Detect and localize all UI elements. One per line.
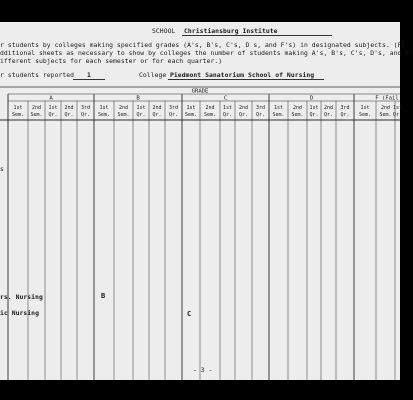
school-label: SCHOOL <box>152 27 176 35</box>
subhead-bottom-9: Qr. <box>168 112 179 118</box>
subhead-bottom-15: Sem. <box>272 112 285 118</box>
subhead-top-5: 1st <box>99 105 109 111</box>
subhead-bottom-21: Sem. <box>379 112 392 118</box>
grade-group-4: F (Fail <box>375 95 399 102</box>
row-subject-2: ic Nursing <box>0 309 39 317</box>
subhead-top-1: 2nd <box>31 105 42 111</box>
subhead-top-18: 2nd <box>323 105 334 111</box>
grade-group-1: B <box>136 95 140 102</box>
subhead-top-10: 1st <box>186 105 196 111</box>
subhead-top-21: 2nd <box>380 105 391 111</box>
subhead-bottom-17: Qr. <box>309 112 319 118</box>
college-name: Piedmont Sanatorium School of Nursing <box>170 71 315 79</box>
subhead-bottom-1: Sem. <box>30 112 43 118</box>
subhead-top-9: 3rd <box>168 105 179 111</box>
subhead-bottom-0: Sem. <box>11 112 25 118</box>
subhead-bottom-4: Qr. <box>80 112 91 118</box>
subhead-top-17: 1st <box>309 105 319 111</box>
subhead-bottom-2: Qr. <box>48 112 58 118</box>
grade-table <box>0 87 403 380</box>
subhead-bottom-7: Qr. <box>136 112 146 118</box>
instruction-line-2: dditional sheets as necessary to show by colleges the number of students making A's, B's, C's, D's, and F' <box>0 49 413 57</box>
subhead-bottom-19: Qr. <box>340 112 350 118</box>
instruction-line-3: ifferent subjects for each semester or for each quarter.) <box>0 57 223 65</box>
grade-group-3: D <box>309 95 314 102</box>
row-mark-2: C <box>187 310 192 318</box>
school-underline <box>182 35 332 36</box>
row-mark-1: B <box>101 292 106 300</box>
subhead-top-7: 1st <box>136 105 146 111</box>
instruction-line-1: r students by colleges making specified grades (A's, B's, C's, D s, and F's) in designated subjects. (Fl <box>0 41 406 49</box>
subhead-bottom-16: Sem. <box>291 112 304 118</box>
college-label: College <box>139 71 167 79</box>
students-reported-value: 1 <box>87 71 91 79</box>
subhead-top-20: 1st <box>360 105 370 111</box>
subhead-bottom-5: Sem. <box>97 112 111 118</box>
subhead-top-8: 2nd <box>152 105 162 111</box>
document-page <box>0 22 413 380</box>
subhead-top-14: 3rd <box>255 105 266 111</box>
subhead-top-22: 1st <box>392 105 403 111</box>
grade-group-0: A <box>49 95 53 102</box>
page-number: - 3 - <box>193 366 213 374</box>
subhead-top-11: 2nd <box>205 105 215 111</box>
grade-title: GRADE <box>191 88 209 95</box>
subhead-bottom-18: Qr. <box>323 112 334 118</box>
students-underline <box>73 79 105 80</box>
subhead-bottom-11: Sem. <box>203 112 217 118</box>
subhead-top-0: 1st <box>13 105 23 111</box>
subhead-bottom-20: Sem. <box>358 112 372 118</box>
subhead-bottom-3: Qr. <box>64 112 74 118</box>
students-reported-label: r students reported <box>0 71 75 79</box>
subhead-bottom-12: Qr. <box>222 112 233 118</box>
subhead-top-2: 1st <box>48 105 58 111</box>
subhead-top-13: 2nd <box>238 105 249 111</box>
subhead-top-16: 2nd <box>292 105 303 111</box>
subhead-bottom-22: Qr. <box>392 112 403 118</box>
college-underline <box>168 79 324 80</box>
subhead-top-4: 3rd <box>80 105 91 111</box>
grade-group-2: C <box>223 95 228 102</box>
side-label: s <box>0 165 4 173</box>
subhead-top-19: 3rd <box>340 105 350 111</box>
subhead-bottom-6: Sem. <box>117 112 130 118</box>
subhead-top-12: 1st <box>222 105 233 111</box>
subhead-top-3: 2nd <box>64 105 74 111</box>
subhead-bottom-14: Qr. <box>255 112 266 118</box>
subhead-bottom-13: Qr. <box>238 112 249 118</box>
subhead-bottom-8: Qr. <box>152 112 162 118</box>
school-name: Christiansburg Institute <box>184 27 278 35</box>
subhead-top-15: 1st <box>273 105 284 111</box>
subhead-top-6: 2nd <box>118 105 129 111</box>
row-subject-1: rs. Nursing <box>0 293 43 301</box>
subhead-bottom-10: Sem. <box>184 112 198 118</box>
